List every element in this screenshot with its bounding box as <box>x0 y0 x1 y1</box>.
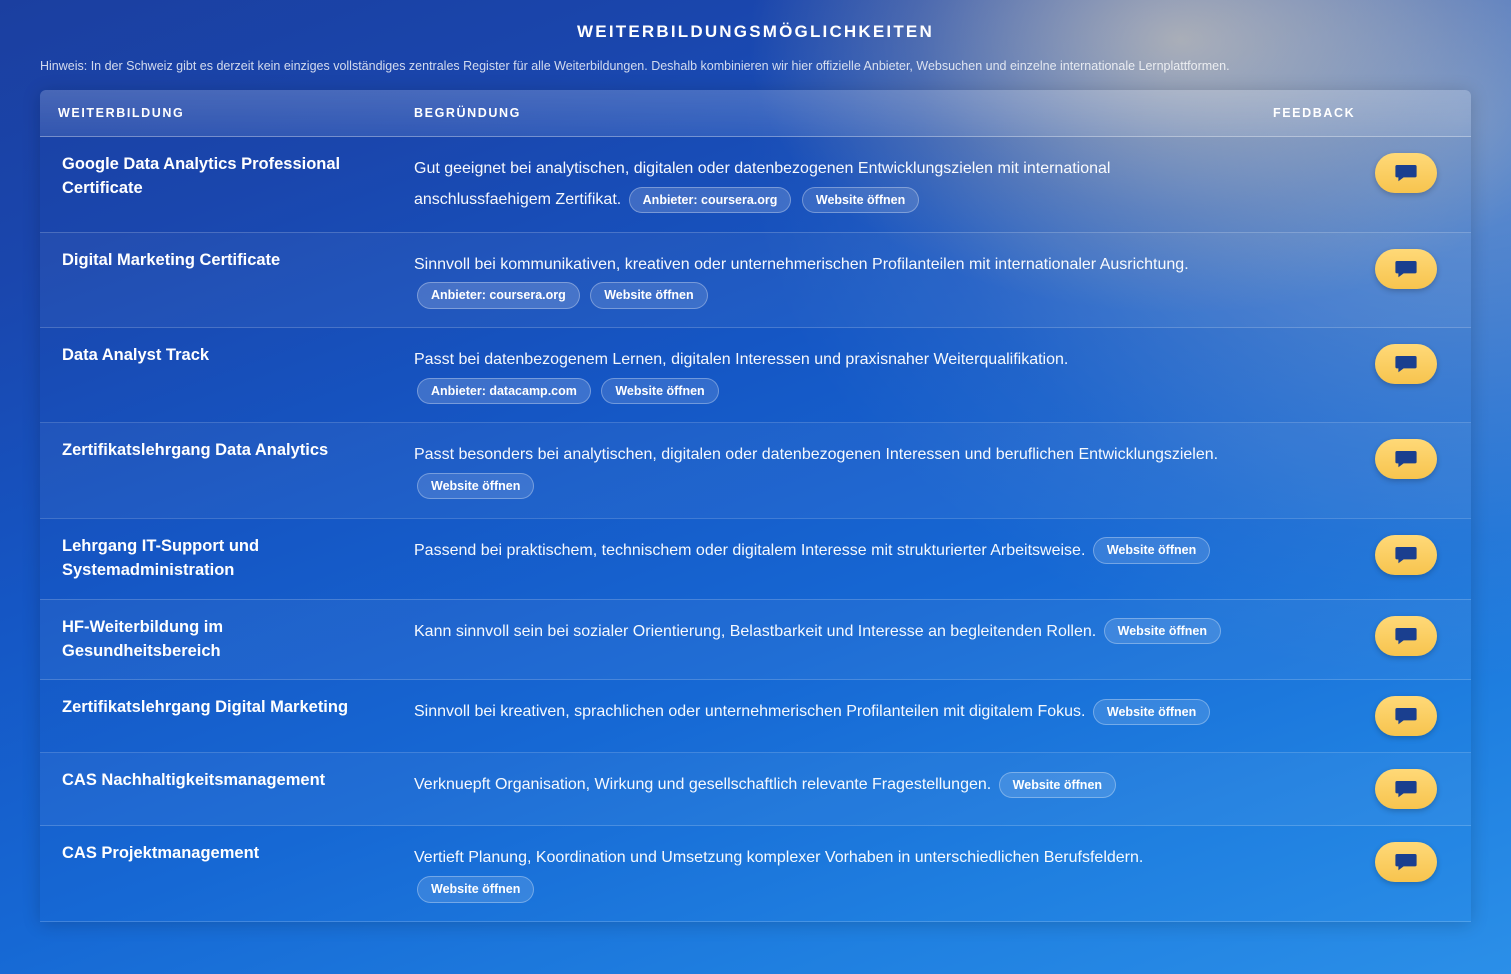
table-row <box>40 423 1471 518</box>
feedback-button[interactable] <box>1375 696 1437 736</box>
chat-bubble-icon <box>1395 627 1417 645</box>
provider-chip: Anbieter: coursera.org <box>417 282 580 308</box>
feedback-button[interactable] <box>1375 769 1437 809</box>
open-website-button[interactable]: Website öffnen <box>417 876 534 902</box>
table-row <box>40 518 1471 599</box>
row-title: Data Analyst Track <box>62 346 210 364</box>
table-row <box>40 599 1471 680</box>
row-title: Zertifikatslehrgang Data Analytics <box>62 441 329 460</box>
row-feedback-cell <box>1255 753 1471 826</box>
row-feedback-cell <box>1255 518 1471 599</box>
row-reason-text: Verknuepft Organisation, Wirkung und gesellschaftlich relevante Fragestellungen. <box>414 776 992 794</box>
page-title: WEITERBILDUNGSMÖGLICHKEITEN <box>577 22 934 41</box>
table-row <box>40 232 1471 327</box>
column-header-feedback: FEEDBACK <box>1255 90 1471 137</box>
row-reason-text: Sinnvoll bei kreativen, sprachlichen oder unternehmerischen Profilanteilen mit digitalem Fokus. <box>414 703 1086 721</box>
open-website-button[interactable]: Website öffnen <box>802 187 919 213</box>
row-reason-text: Passt besonders bei analytischen, digitalen oder datenbezogenen Interessen und beruflichen Entwicklungszielen. <box>414 446 1219 464</box>
row-reason <box>396 753 1255 826</box>
row-reason <box>396 328 1255 423</box>
feedback-button[interactable] <box>1375 344 1437 384</box>
chat-bubble-icon <box>1395 164 1417 182</box>
column-header-begruendung: BEGRÜNDUNG <box>396 90 1255 137</box>
row-title: HF-Weiterbildung im Gesundheitsbereich <box>62 617 224 660</box>
table-row <box>40 680 1471 753</box>
open-website-button[interactable]: Website öffnen <box>999 772 1116 798</box>
feedback-button[interactable] <box>1375 439 1437 479</box>
table-row <box>40 826 1471 921</box>
chat-bubble-icon <box>1395 780 1417 798</box>
table-header <box>40 90 1471 137</box>
feedback-button[interactable] <box>1375 842 1437 882</box>
chat-bubble-icon <box>1395 450 1417 468</box>
row-reason-text: Passt bei datenbezogenem Lernen, digitalen Interessen und praxisnaher Weiterqualifikation. <box>414 351 1069 368</box>
row-title: CAS Projektmanagement <box>62 844 260 863</box>
provider-chip: Anbieter: coursera.org <box>629 187 792 213</box>
provider-chip: Anbieter: datacamp.com <box>417 378 591 404</box>
feedback-button[interactable] <box>1375 616 1437 656</box>
open-website-button[interactable]: Website öffnen <box>590 282 707 308</box>
feedback-button[interactable] <box>1375 535 1437 575</box>
feedback-button[interactable] <box>1375 249 1437 289</box>
row-reason <box>396 680 1255 753</box>
row-feedback-cell <box>1255 423 1471 518</box>
row-reason <box>396 137 1255 232</box>
row-reason <box>396 826 1255 921</box>
row-feedback-cell <box>1255 680 1471 753</box>
table-header-row <box>40 90 1471 137</box>
row-reason <box>396 423 1255 518</box>
row-reason <box>396 518 1255 599</box>
row-reason-text: Gut geeignet bei analytischen, digitalen oder datenbezogenen Entwicklungszielen mit international anschlussfaehigem Zertifikat. <box>414 160 1111 209</box>
row-reason-text: Sinnvoll bei kommunikativen, kreativen oder unternehmerischen Profilanteilen mit internationaler Ausrichtung. <box>414 255 1189 273</box>
table-row <box>40 328 1471 423</box>
chat-bubble-icon <box>1395 355 1417 373</box>
row-title: Lehrgang IT-Support und Systemadministration <box>62 536 260 579</box>
row-reason-text: Passend bei praktischem, technischem oder digitalem Interesse mit strukturierter Arbeitsweise. <box>414 541 1086 559</box>
chat-bubble-icon <box>1395 546 1417 564</box>
chat-bubble-icon <box>1395 853 1417 871</box>
row-title: Zertifikatslehrgang Digital Marketing <box>62 698 349 717</box>
row-feedback-cell <box>1255 599 1471 680</box>
row-reason-text: Vertieft Planung, Koordination und Umsetzung komplexer Vorhaben in unterschiedlichen Berufsfeldern. <box>414 849 1144 867</box>
column-header-weiterbildung: WEITERBILDUNG <box>40 90 396 137</box>
row-feedback-cell <box>1255 328 1471 423</box>
hint-text: Hinweis: In der Schweiz gibt es derzeit kein einziges vollständiges zentrales Register für alle Weiterbildungen. Deshalb kombinieren wir hier offizielle Anbieter, Websuchen und einzelne internationale Lernplattformen. <box>40 59 1230 73</box>
chat-bubble-icon <box>1395 260 1417 278</box>
row-reason <box>396 232 1255 327</box>
row-title: Google Data Analytics Professional Certificate <box>62 155 341 198</box>
open-website-button[interactable]: Website öffnen <box>1104 618 1221 644</box>
chat-bubble-icon <box>1395 707 1417 725</box>
feedback-button[interactable] <box>1375 153 1437 193</box>
open-website-button[interactable]: Website öffnen <box>1093 699 1210 725</box>
open-website-button[interactable]: Website öffnen <box>417 473 534 499</box>
row-reason <box>396 599 1255 680</box>
row-title: Digital Marketing Certificate <box>62 250 281 269</box>
row-feedback-cell <box>1255 232 1471 327</box>
row-feedback-cell <box>1255 137 1471 232</box>
table-row <box>40 753 1471 826</box>
options-table <box>40 90 1471 922</box>
table-row <box>40 137 1471 232</box>
row-reason-text: Kann sinnvoll sein bei sozialer Orientierung, Belastbarkeit und Interesse an begleitenden Rollen. <box>414 622 1097 640</box>
open-website-button[interactable]: Website öffnen <box>1093 537 1210 563</box>
options-table-container <box>40 90 1471 922</box>
row-title: CAS Nachhaltigkeitsmanagement <box>62 771 326 790</box>
open-website-button[interactable]: Website öffnen <box>601 378 718 404</box>
table-body <box>40 137 1471 922</box>
row-feedback-cell <box>1255 826 1471 921</box>
